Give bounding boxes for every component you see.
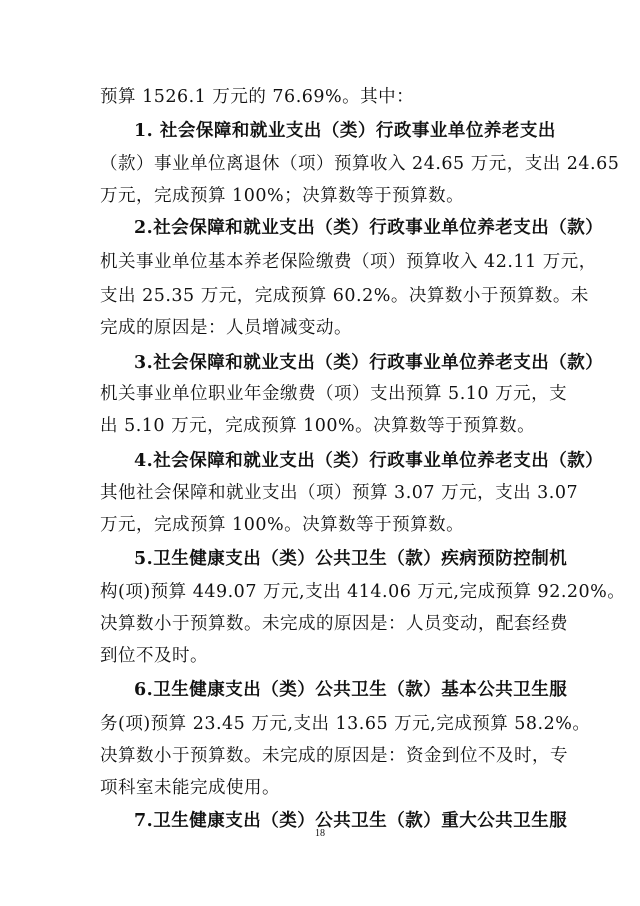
text-line-1: 预算 1526.1 万元的 76.69%。其中：	[100, 87, 415, 107]
text-line-13: 其他社会保障和就业支出（项）预算 3.07 万元，支出 3.07	[100, 483, 579, 503]
text-line-3: （款）事业单位离退休（项）预算收入 24.65 万元，支出 24.65	[100, 154, 620, 174]
text-line-11: 出 5.10 万元，完成预算 100%。决算数等于预算数。	[100, 416, 536, 436]
text-line-6: 机关事业单位基本养老保险缴费（项）预算收入 42.11 万元，	[100, 252, 597, 272]
text-line-4: 万元，完成预算 100%；决算数等于预算数。	[100, 186, 465, 206]
text-line-5: 2.社会保障和就业支出（类）行政事业单位养老支出（款）	[134, 218, 604, 238]
text-line-2: 1. 社会保障和就业支出（类）行政事业单位养老支出	[134, 121, 556, 141]
text-line-12: 4.社会保障和就业支出（类）行政事业单位养老支出（款）	[134, 451, 604, 471]
text-line-20: 务(项)预算 23.45 万元,支出 13.65 万元,完成预算 58.2%。	[100, 714, 591, 734]
page-number: 18	[315, 828, 325, 839]
text-line-19: 6.卫生健康支出（类）公共卫生（款）基本公共卫生服	[134, 680, 568, 700]
text-line-23: 7.卫生健康支出（类）公共卫生（款）重大公共卫生服	[134, 811, 568, 831]
text-line-16: 构(项)预算 449.07 万元,支出 414.06 万元,完成预算 92.20%。	[100, 582, 626, 602]
text-line-15: 5.卫生健康支出（类）公共卫生（款）疾病预防控制机	[134, 549, 568, 569]
text-line-17: 决算数小于预算数。未完成的原因是：人员变动，配套经费	[100, 614, 568, 634]
text-line-9: 3.社会保障和就业支出（类）行政事业单位养老支出（款）	[134, 353, 604, 373]
text-line-22: 项科室未能完成使用。	[100, 778, 280, 798]
text-line-21: 决算数小于预算数。未完成的原因是：资金到位不及时，专	[100, 746, 568, 766]
text-line-14: 万元，完成预算 100%。决算数等于预算数。	[100, 515, 465, 535]
text-line-8: 完成的原因是：人员增减变动。	[100, 318, 352, 338]
text-line-7: 支出 25.35 万元，完成预算 60.2%。决算数小于预算数。未	[100, 286, 589, 306]
text-line-18: 到位不及时。	[100, 646, 208, 666]
text-line-10: 机关事业单位职业年金缴费（项）支出预算 5.10 万元，支	[100, 384, 568, 404]
